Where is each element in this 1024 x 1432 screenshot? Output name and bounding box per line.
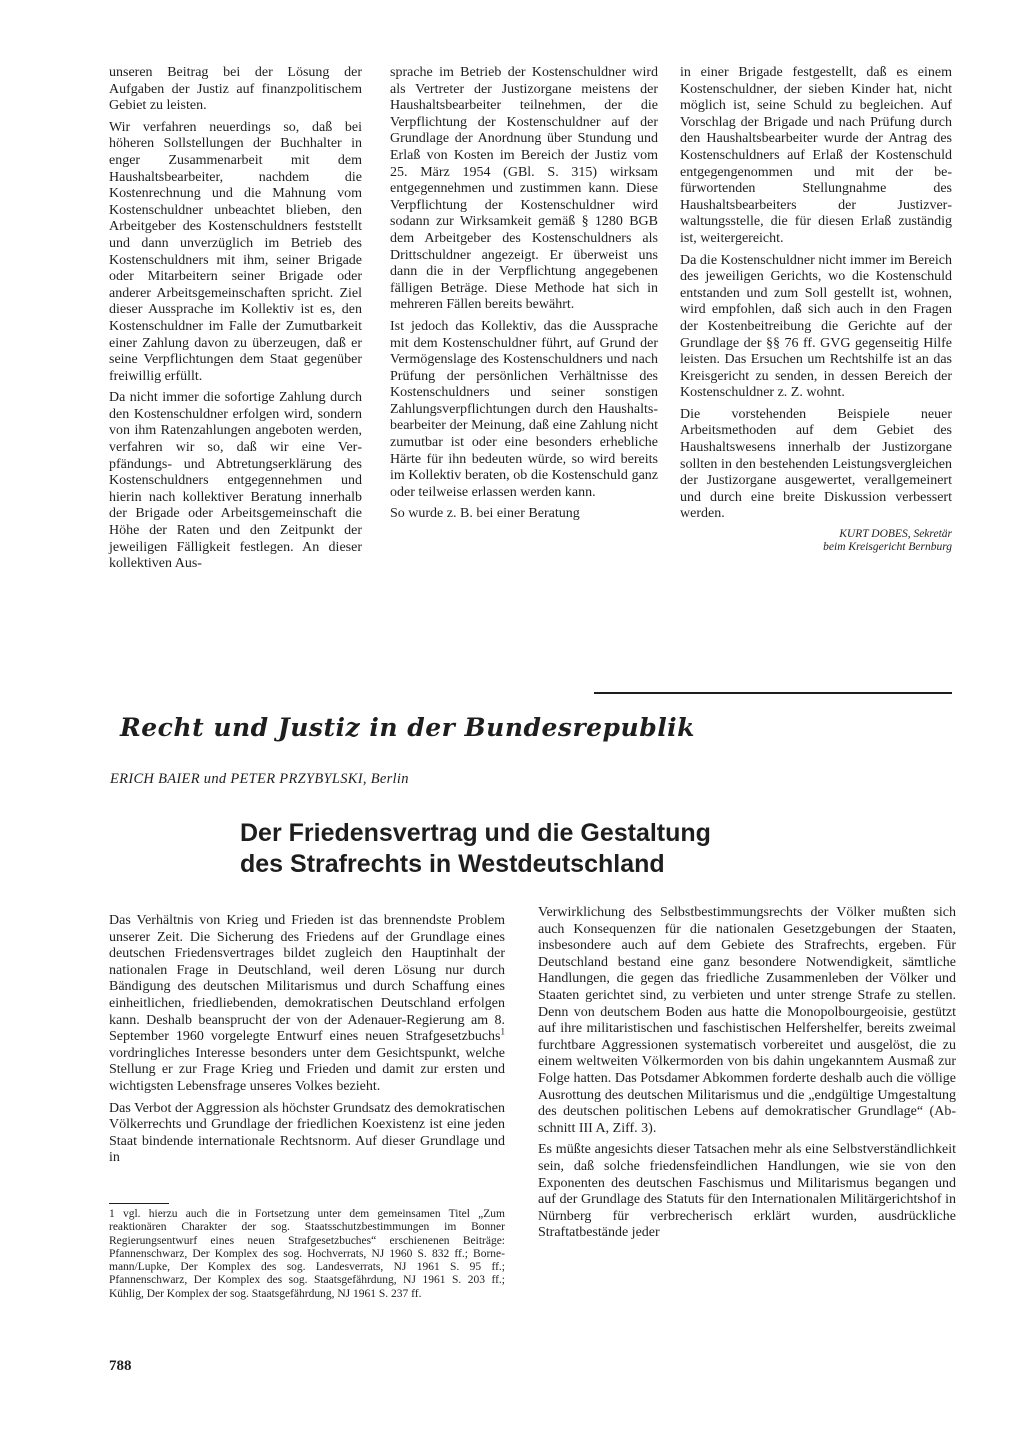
paragraph: in einer Brigade festgestellt, daß es einem Kostenschuldner, der sieben Kinder hat, nicht möglich ist, seine Schuld zu begleichen. Auf Vorschlag der Brigade und nach Prüfung durch den Haushaltsbearbeiter wurde der Antrag des Kostenschuldners auf Erlaß der Kostenschuld entgegengenommen und mit der befürwortenden Stellungnahme des Haushaltsbearbeiters der Justizverwaltungsstelle, die für diesen Erlaß zuständig ist, weitergereicht. [680,65,952,246]
top-column-3 [680,65,952,554]
paragraph [109,913,505,1096]
paragraph: Die vorstehenden Beispiele neuer Arbeitsmethoden auf dem Gebiet des Haushaltswesens innerhalb der Justizorgane sollten in den bestehenden Leistungsvergleichen der Justizorgane ausgewertet, verallgemeinert und durch eine breite Diskussion verbessert werden. [680,406,952,522]
author-signature [680,528,952,554]
paragraph: Verwirklichung des Selbstbestimmungsrechts der Völker mußten sich auch Konsequenzen für die nationalen Gesetzgebungen der Staaten, insbesondere auch auf dem Gebiete des Strafrechts, ergeben. Für Deutschland bestand eine ganz besondere Notwendigkeit, sämtliche Handlungen, die gegen das friedliche Zusammenleben der Völker und Staaten gerichtet sind, zu verbieten und unter strenge Strafe zu stellen. Denn von deutschem Boden aus hatte die Monopolbourgeoisie, gestützt auf ihre militaristischen und faschistischen Helfershelfer, bereits zweimal furchtbare Aggressionen systematisch vorbereitet und ausgelöst, die zu einem weltweiten Völkermorden von bis dahin ungekanntem Ausmaß zur Folge hatten. Das Potsdamer Abkommen forderte deshalb auch die völlige Ausrottung des deutschen Militarismus und die „endgültige Umgestaltung des deutschen politischen Lebens auf demokratischer Grundlage“ (Abschnitt III A, Ziff. 3). [538,905,956,1136]
signature-line: beim Kreisgericht Bernburg [823,541,952,554]
signature-line: KURT DOBES, Sekretär [839,528,952,541]
paragraph: Es müßte angesichts dieser Tatsachen mehr als eine Selbstverständlichkeit sein, daß solche friedensfeindlichen Handlungen, wie sie von den Exponenten des deutschen Faschismus und Militarismus begangen und auf der Grundlage des Statuts für den Internationalen Militärgerichtshof in Nürnberg für verbrecherisch erklärt wurden, ausdrückliche Straftatbestände jeder [538,1142,956,1241]
section-title: Recht und Justiz in der Bundesrepublik [120,713,696,742]
paragraph: So wurde z. B. bei einer Beratung [390,506,580,522]
footnote-divider [109,1203,169,1204]
paragraph: sprache im Betrieb der Kostenschuldner wird als Vertreter der Justizorgane meistens der Haushaltsbearbeiter teilnehmen, der die Verpflichtung der Kostenschuldner auf der Grundlage der Anordnung über Stundung und Erlaß von Kosten im Bereich der Justiz vom 25. März 1954 (GBl. S. 315) wirksam entgegennehmen und zustimmen kann. Diese Verpflichtung der Kostenschuldner wird sodann zur Wirksamkeit gemäß § 1280 BGB dem Arbeitgeber des Kostenschuldners als Drittschuldner angezeigt. Er überweist uns dann die in der Verpflichtung angegebenen fälligen Beträge. Diese Methode hat sich in mehreren Fällen bereits bewährt. [390,65,658,313]
top-column-1 [109,65,362,578]
headline-line: Der Friedensvertrag und die Gestaltung [240,819,711,847]
paragraph: Das Verbot der Aggression als höchster Grundsatz des demokratischen Völkerrechts und Grundlage der friedlichen Koexistenz ist eine jeden Staat bindende internationale Rechtsnorm. Auf dieser Grundlage und in [109,1100,505,1166]
footnote: 1 vgl. hierzu auch die in Fortsetzung unter dem gemeinsamen Titel „Zum reaktionären Charakter der sog. Staatsschutzbestimmungen im Bonner Regierungsentwurf eines neuen Strafgesetzbuches“ erschienenen Beiträge: Pfannenschwarz, Der Komplex des sog. Hochverrats, NJ 1960 S. 832 ff.; Bornemann/Lupke, Der Komplex des sog. Landesverrats, NJ 1961 S. 95 ff.; Pfannenschwarz, Der Komplex des sog. Staatsgefährdung, NJ 1961 S. 203 ff.; Kühlig, Der Komplex der sog. Staatsgefährdung, NJ 1961 S. 237 ff. [109,1208,505,1300]
footnote-marker: 1 [500,1026,505,1037]
article-authors: ERICH BAIER und PETER PRZYBYLSKI, Berlin [110,771,409,787]
page-number: 788 [109,1358,132,1374]
paragraph: Wir verfahren neuerdings so, daß bei höheren Sollstellungen der Buchhalter in enger Zusammenarbeit mit dem Haushaltsbearbeiter, nachdem die Kostenrechnung und die Mahnung vom Kostenschuldner unbeachtet blieben, den Arbeitgeber des Kostenschuldners feststellt und dann unverzüglich im Betrieb des Kostenschuldners mit ihm, seiner Brigade oder Mitarbeitern seiner Brigade oder anderer Arbeitsgemeinschaften spricht. Ziel dieser Aussprache im Kollektiv ist es, den Kostenschuldner im Falle der Zumutbarkeit einer Zahlung davon zu überzeugen, daß er seine Verpflichtungen dem Staat gegenüber freiwillig erfüllt. [109,119,362,384]
article-headline [240,818,840,880]
top-column-2 [390,65,658,528]
paragraph: Ist jedoch das Kollektiv, das die Aussprache mit dem Kostenschuldner führt, auf Grund der Vermögenslage des Kostenschuldners und nach Prüfung der persönlichen Verhältnisse des Kostenschuldners und seiner sonstigen Zahlungsverpflichtungen durch den Haushaltsbearbeiter der Meinung, daß eine Zahlung nicht zumutbar ist oder eine besonders erhebliche Härte für ihn bedeuten würde, so wird bereits im Kollektiv beraten, ob die Kostenschuld ganz oder teilweise erlassen werden kann. [390,318,658,500]
paragraph-text: Das Verhältnis von Krieg und Frieden ist das brennendste Problem unserer Zeit. Die Sicherung des Friedens auf der Grundlage eines deutschen Friedensvertrages bildet zugleich den Hauptinhalt der nationalen Frage in Deutschland, weil deren Lösung nur durch Bändigung des deutschen Militarismus und durch Schaffung eines einheitlichen, friedliebenden, demokratischen Deutschland erfolgen kann. Deshalb beansprucht der von der Adenauer-Regierung am 8. September 1960 vorgelegte Entwurf eines neuen Strafgesetzbuchs [109,913,505,1045]
paragraph: unseren Beitrag bei der Lösung der Aufgaben der Justiz auf finanzpolitischem Gebiet zu leisten. [109,65,362,114]
section-divider [594,692,952,694]
article-column-1 [109,913,505,1172]
paragraph-text: vordringliches Interesse besonders unter dem Gesichtspunkt, welche Stellung er zur Frage Krieg und Frieden und damit zur ersten und wichtigsten Lebensfrage unseres Volkes bezieht. [109,1045,505,1094]
paragraph: Da die Kostenschuldner nicht immer im Bereich des jeweiligen Gerichts, wo die Kostenschuld entstanden und zum Soll gestellt ist, wohnen, wird empfohlen, daß sich auch in den Fragen der Kostenbeitreibung die Gerichte auf der Grundlage der §§ 76 ff. GVG gegenseitig Hilfe leisten. Das Ersuchen um Rechtshilfe ist an das Kreisgericht zu senden, in dessen Bereich der Kostenschuldner z. Z. wohnt. [680,252,952,401]
paragraph: Da nicht immer die sofortige Zahlung durch den Kostenschuldner erfolgen wird, sondern von ihm Ratenzahlungen angeboten werden, verfahren wir so, daß wir eine Verpfändungs- und Abtretungserklärung des Kostenschuldners entgegennehmen und hierin nach kollektiver Beratung innerhalb der Brigade oder Arbeitsgemeinschaft die Höhe der Raten und den Zeitpunkt der jeweiligen Fälligkeit festlegen. An dieser kollektiven Aus- [109,390,362,572]
article-column-2 [538,905,956,1247]
headline-line: des Strafrechts in Westdeutschland [240,850,665,878]
